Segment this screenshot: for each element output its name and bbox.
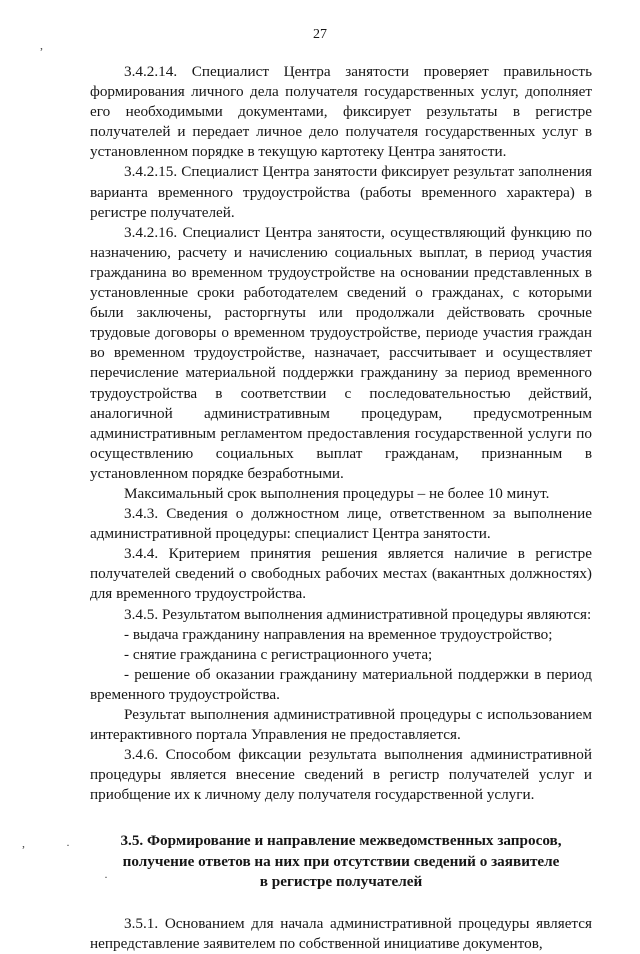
paragraph-3-5-1: 3.5.1. Основанием для начала административной процедуры является непредставление заявителем по собственной инициативе документов,: [90, 914, 592, 952]
paragraph-3-4-5: 3.4.5. Результатом выполнения административной процедуры являются:: [124, 605, 592, 623]
section-heading-line: получение ответов на них при отсутствии сведений о заявителе: [122, 852, 560, 870]
scan-speck: ,: [22, 836, 25, 850]
paragraph-3-4-2-16: 3.4.2.16. Специалист Центра занятости, осуществляющий функцию по назначению, расчету и начислению социальных выплат, в период участия гражданина во временном трудоустройстве на основании представленных в установленные сроки работодателем сведений о гражданах, с которыми были заключены, расторгнуты или продолжали действовать срочные трудовые договоры о временном трудоустройстве, периоде участия граждан во временном трудоустройстве, назначает, рассчитывает и осуществляет перечисление материальной поддержки гражданину за период временного трудоустройства в соответствии с последовательностью действий, аналогичной административным процедурам, предусмотренным административным регламентом предоставления государственной услуги по осуществлению социальных выплат гражданам, признанным в установленном порядке безработными.: [90, 223, 592, 482]
paragraph-portal-result: Результат выполнения административной процедуры с использованием интерактивного портала Управления не предоставляется.: [90, 706, 592, 744]
section-heading-3-5: [90, 831, 592, 891]
paragraph-3-4-4: 3.4.4. Критерием принятия решения является наличие в регистре получателей сведений о свободных рабочих местах (вакантных должностях) для временного трудоустройства.: [90, 545, 592, 603]
paragraph-3-4-2-15: 3.4.2.15. Специалист Центра занятости фиксирует результат заполнения варианта временного трудоустройства (работы временного характера) в регистре получателей.: [90, 163, 592, 221]
list-item-referral: - выдача гражданину направления на временное трудоустройство;: [124, 625, 553, 643]
scan-speck: ,: [40, 38, 43, 52]
list-item-support-decision: - решение об оказании гражданину материальной поддержки в период временного трудоустройства.: [90, 665, 592, 703]
scan-speck: ·: [104, 870, 108, 884]
paragraph-3-4-6: 3.4.6. Способом фиксации результата выполнения административной процедуры является внесение сведений в регистр получателей услуг и приобщение их к личному делу получателя государственной услуги.: [90, 746, 592, 804]
scan-speck: ·: [66, 838, 70, 852]
list-item-deregistration: - снятие гражданина с регистрационного учета;: [124, 645, 433, 663]
paragraph-3-4-3: 3.4.3. Сведения о должностном лице, ответственном за выполнение административной процедуры: специалист Центра занятости.: [90, 505, 592, 543]
paragraph-3-4-2-14: 3.4.2.14. Специалист Центра занятости проверяет правильность формирования личного дела получателя государственных услуг, дополняет его необходимыми документами, фиксирует результаты в регистре получателей и передает личное дело получателя государственных услуг в установленном порядке в текущую картотеку Центра занятости.: [90, 63, 592, 161]
document-body: [90, 62, 592, 954]
page-number: 27: [313, 27, 327, 42]
section-heading-line: 3.5. Формирование и направление межведомственных запросов,: [120, 832, 562, 850]
section-heading-line: в регистре получателей: [259, 872, 423, 890]
paragraph-max-duration: Максимальный срок выполнения процедуры – не более 10 минут.: [124, 484, 550, 502]
